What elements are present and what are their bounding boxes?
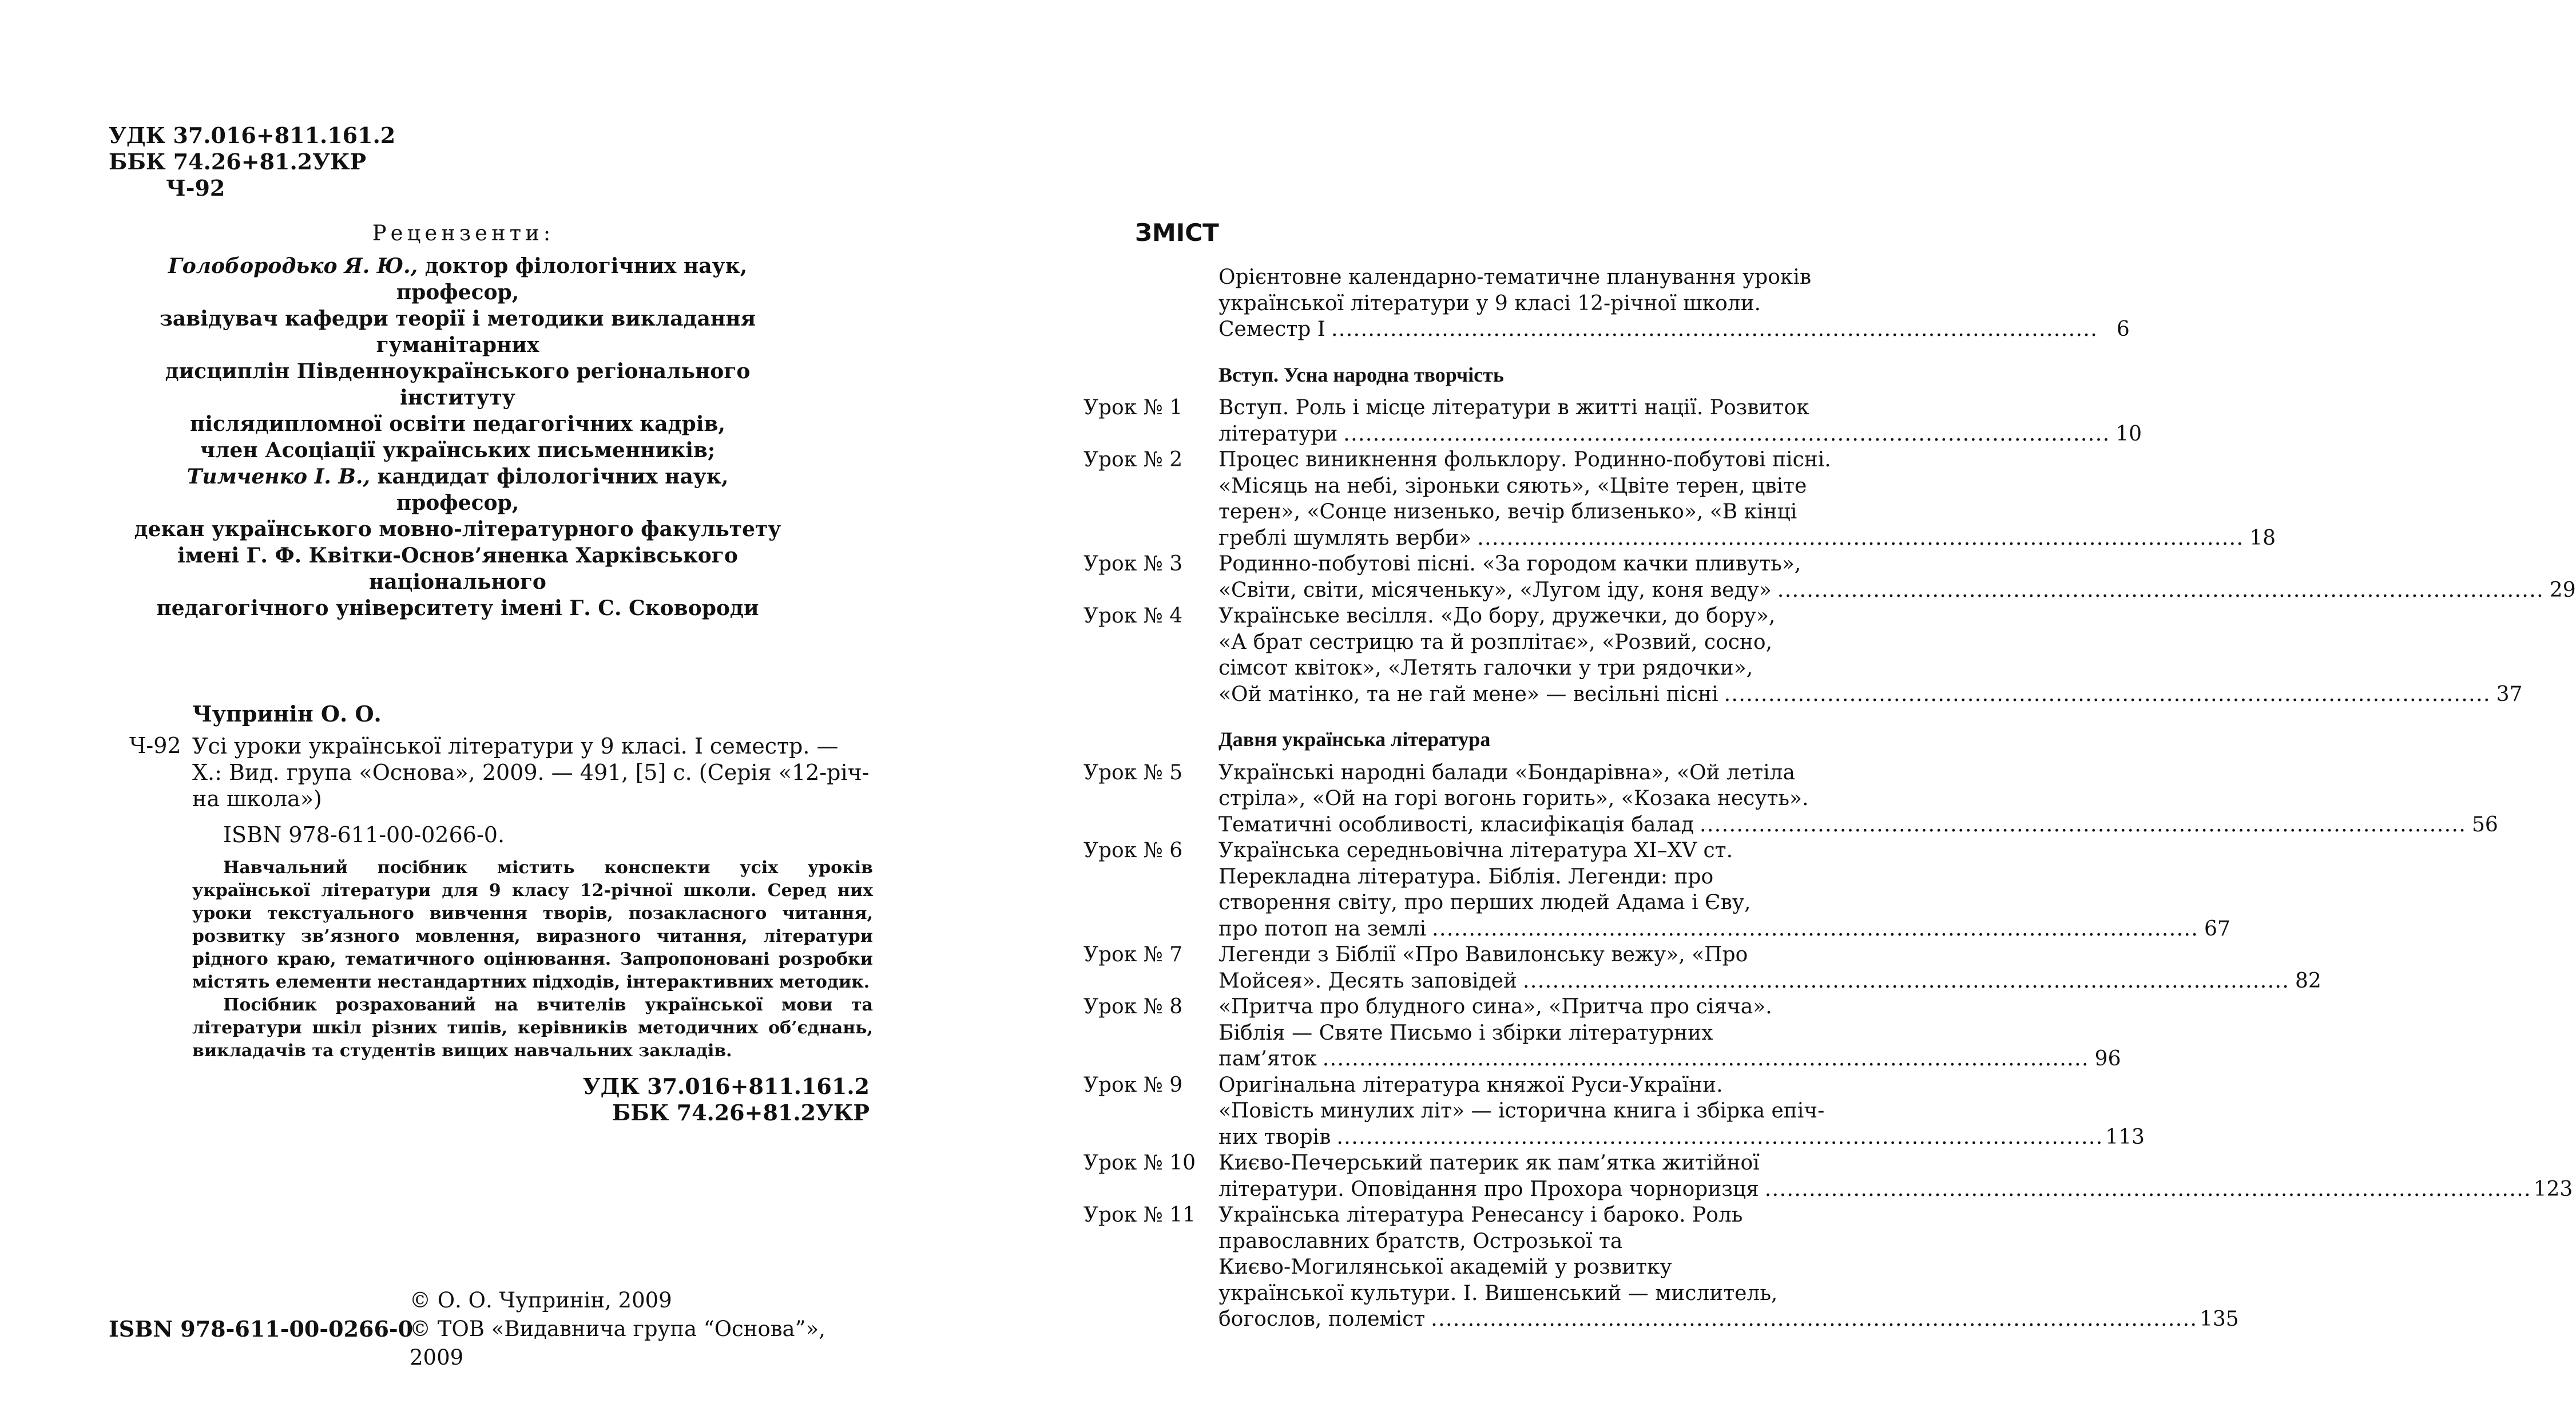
toc-line-text: Легенди з Біблії «Про Вавилонську вежу», «Про xyxy=(1218,943,1748,966)
toc-section-heading: Вступ. Усна народна творчість xyxy=(1218,363,1504,386)
toc-line-text: «Притча про блудного сина», «Притча про сіяча». xyxy=(1218,995,1772,1018)
toc-line-text: Орієнтовне календарно-тематичне планування уроків xyxy=(1218,265,1812,289)
toc-line xyxy=(1218,577,2576,604)
reviewer-1-degree: доктор філологічних наук, професор, xyxy=(396,254,748,304)
toc-entry-body xyxy=(1218,551,2576,603)
toc-line-text: Українські народні балади «Бондарівна», «Ой летіла xyxy=(1218,760,1795,784)
toc-line-text: Києво-Могилянської академій у розвитку xyxy=(1218,1255,1672,1279)
udk-code-bottom: УДК 37.016+811.161.2 xyxy=(582,1073,870,1099)
reviewer-1-line-3: дисциплін Південноукраїнського регіонального інституту xyxy=(165,359,751,410)
toc-line-text: Тематичні особливості, класифікація балад xyxy=(1218,812,1694,837)
dot-leader xyxy=(1336,1124,2099,1151)
bibliographic-codes-top xyxy=(109,122,395,201)
toc-line xyxy=(1218,1202,2239,1228)
isbn-bold: ISBN 978-611-00-0266-0 xyxy=(109,1316,414,1342)
toc-line-text: Українська середньовічна література XI–XV ст. xyxy=(1218,839,1733,862)
copyright-author: © О. О. Чупринін, 2009 xyxy=(410,1288,672,1313)
toc-lesson-label: Урок № 6 xyxy=(1083,839,1183,862)
bibliographic-description xyxy=(192,733,873,812)
toc-page-number: 67 xyxy=(2204,917,2230,941)
toc-line-text: Оригінальна література княжої Руси-України. xyxy=(1218,1073,1723,1097)
copyright-block xyxy=(109,1286,881,1370)
toc-entry[interactable] xyxy=(1083,1072,2145,1151)
toc-line xyxy=(1218,968,2321,994)
toc-entry[interactable] xyxy=(1083,1150,2573,1202)
toc-page-number: 135 xyxy=(2199,1307,2239,1331)
toc-line-text: «Ой матінко, та не гай мене» — весільні пісні xyxy=(1218,682,1718,706)
toc-page-number: 113 xyxy=(2105,1125,2145,1149)
toc-line xyxy=(1218,838,2230,864)
toc-line xyxy=(1218,316,2130,343)
toc-page-number: 18 xyxy=(2249,526,2276,550)
toc-entry-body xyxy=(1218,760,2498,838)
copyright-row-1 xyxy=(109,1286,881,1315)
toc-page-number: 82 xyxy=(2295,969,2321,993)
toc-entry-body xyxy=(1218,395,2142,447)
toc-line-text: української літератури у 9 класі 12-річної школи. xyxy=(1218,291,1761,315)
toc-line xyxy=(1218,760,2498,786)
dot-leader xyxy=(1724,681,2487,708)
right-page xyxy=(1003,0,2576,1419)
toc-line xyxy=(1218,864,2230,890)
toc-line-text: «Місяць на небі, зіроньки сяють», «Цвіте терен, цвіте xyxy=(1218,474,1807,498)
toc-entry[interactable] xyxy=(1083,1202,2239,1333)
toc-entry[interactable] xyxy=(1083,942,2321,994)
dot-leader xyxy=(1477,525,2240,552)
toc-line xyxy=(1218,1098,2145,1124)
copyright-row-2 xyxy=(109,1315,881,1370)
toc-page-number: 123 xyxy=(2533,1177,2573,1201)
toc-line xyxy=(1218,291,1761,317)
toc-lesson-label: Урок № 11 xyxy=(1083,1203,1196,1227)
toc-line-text: Процес виникнення фольклору. Родинно-побутові пісні. xyxy=(1218,448,1831,471)
toc-lesson-label: Урок № 10 xyxy=(1083,1151,1196,1175)
annotation xyxy=(192,857,873,1063)
reviewer-1-line-4: післядипломної освіти педагогічних кадрів, xyxy=(190,412,725,436)
toc-line-text: Перекладна література. Біблія. Легенди: про xyxy=(1218,865,1714,889)
dot-leader xyxy=(1331,316,2094,343)
toc-line xyxy=(1218,525,2276,552)
table-of-contents xyxy=(1083,264,2576,1333)
toc-line-text: «Світи, світи, місяченьку», «Лугом іду, коня веду» xyxy=(1218,578,1772,602)
toc-line xyxy=(1218,1020,2121,1047)
author-name: Чупринін О. О. xyxy=(192,701,382,727)
annotation-paragraph-1: Навчальний посібник містить конспекти усіх уроків української літератури для 9 класу 12-річної школи. Серед них уроки текстуального вивчення творів, позакласного читання, розвитку зв’язного мовлення, виразного читання, літератури рідного краю, тематичного оцінювання. Запропоновані розробки містять елементи нестандартних підходів, інтерактивних методик. xyxy=(192,858,873,992)
bbk-code: ББК 74.26+81.2УКР xyxy=(109,149,367,175)
bibliographic-codes-bottom xyxy=(549,1073,870,1126)
reviewer-2-line-4: педагогічного університету імені Г. С. Сковороди xyxy=(156,596,759,620)
toc-entry-body xyxy=(1218,838,2230,942)
toc-entry[interactable] xyxy=(1083,395,2142,447)
toc-entry-plan[interactable] xyxy=(1083,264,2130,343)
toc-line-text: створення світу, про перших людей Адама і Єву, xyxy=(1218,891,1751,914)
toc-entry-body xyxy=(1218,603,2522,707)
copyright-publisher: © ТОВ «Видавнича група “Основа”», 2009 xyxy=(410,1317,825,1370)
dot-leader xyxy=(1343,421,2106,447)
toc-lesson-label: Урок № 3 xyxy=(1083,552,1183,576)
reviewers-heading: Рецензенти: xyxy=(372,221,555,245)
toc-line xyxy=(1218,473,2276,500)
toc-sections xyxy=(1083,362,2576,1333)
toc-line xyxy=(1218,916,2230,942)
toc-line xyxy=(1218,1228,2239,1255)
toc-entry-body xyxy=(1218,447,2276,551)
dot-leader xyxy=(1523,968,2286,994)
toc-line xyxy=(1218,786,2498,812)
reviewer-2-line-1 xyxy=(132,463,784,516)
toc-entry[interactable] xyxy=(1083,603,2523,707)
toc-line-text: терен», «Сонце низенько, вечір близенько», «В кінці xyxy=(1218,500,1797,524)
toc-lesson-label: Урок № 4 xyxy=(1083,604,1183,628)
toc-page-number: 56 xyxy=(2471,812,2498,837)
toc-page-number: 96 xyxy=(2094,1047,2121,1071)
toc-line-text: богослов, полеміст xyxy=(1218,1307,1426,1331)
isbn-line: ISBN 978-611-00-0266-0. xyxy=(223,822,505,847)
toc-line xyxy=(1218,603,2522,629)
toc-line xyxy=(1218,629,2522,656)
reviewer-2-line-2: декан українського мовно-літературного факультету xyxy=(134,517,781,541)
toc-line-text: про потоп на землі xyxy=(1218,917,1427,941)
toc-line xyxy=(1218,1281,2239,1307)
toc-line-text: них творів xyxy=(1218,1125,1331,1149)
toc-line xyxy=(1218,551,2576,577)
toc-page-number: 6 xyxy=(2116,318,2130,341)
dot-leader xyxy=(1765,1176,2528,1203)
toc-lesson-label: Урок № 2 xyxy=(1083,448,1183,471)
toc-line xyxy=(1218,681,2522,708)
toc-line-text: «А брат сестрицю та й розплітає», «Розвий, сосно, xyxy=(1218,630,1773,654)
toc-page-number: 37 xyxy=(2496,682,2523,706)
reviewer-1-line-5: член Асоціації українських письменників; xyxy=(200,438,716,462)
toc-line-text: української культури. І. Вишенський — мислитель, xyxy=(1218,1281,1778,1305)
toc-line xyxy=(1218,421,2142,447)
toc-page-number: 10 xyxy=(2115,422,2142,446)
dot-leader xyxy=(1777,577,2541,604)
toc-line-text: Родинно-побутові пісні. «За городом качки пливуть», xyxy=(1218,552,1801,576)
toc-line xyxy=(1218,890,2230,916)
toc-line-text: православних братств, Острозької та xyxy=(1218,1229,1623,1253)
left-page xyxy=(0,0,1003,1419)
toc-entry-body xyxy=(1218,1202,2239,1333)
toc-line-text: літератури xyxy=(1218,422,1338,446)
toc-entry[interactable] xyxy=(1083,838,2230,942)
toc-entry[interactable] xyxy=(1083,447,2276,551)
toc-entry-body xyxy=(1218,1150,2573,1202)
toc-line-text: Українське весілля. «До бору, дружечки, до бору», xyxy=(1218,604,1776,628)
toc-lesson-label: Урок № 7 xyxy=(1083,943,1183,966)
toc-entry[interactable] xyxy=(1083,760,2498,838)
dot-leader xyxy=(1323,1046,2086,1072)
reviewer-2-degree: кандидат філологічних наук, професор, xyxy=(370,465,729,515)
author-mark: Ч-92 xyxy=(166,175,225,201)
toc-entry-body xyxy=(1218,942,2321,994)
toc-lesson-label: Урок № 5 xyxy=(1083,760,1183,784)
toc-line xyxy=(1218,655,2522,681)
biblio-line-2: Х.: Вид. група «Основа», 2009. — 491, [5] с. (Серія «12-річ- xyxy=(192,760,870,785)
biblio-line-1: Усі уроки української літератури у 9 класі. I семестр. — xyxy=(192,734,839,759)
bbk-code-bottom: ББК 74.26+81.2УКР xyxy=(612,1100,870,1125)
reviewer-1-line-1 xyxy=(132,253,784,306)
toc-entry[interactable] xyxy=(1083,994,2121,1072)
toc-line xyxy=(1218,1072,2145,1099)
toc-line-text: Українська література Ренесансу і бароко. Роль xyxy=(1218,1203,1743,1227)
toc-line xyxy=(1218,395,2142,421)
author-mark-side: Ч-92 xyxy=(129,733,181,758)
annotation-paragraph-2: Посібник розрахований на вчителів української мови та літератури шкіл різних типів, керівників методичних об’єднань, викладачів та студентів вищих навчальних закладів. xyxy=(192,995,873,1061)
udk-code: УДК 37.016+811.161.2 xyxy=(109,122,396,148)
toc-lesson-label: Урок № 9 xyxy=(1083,1073,1183,1097)
toc-line-text: сімсот квіток», «Летять галочки у три рядочки», xyxy=(1218,656,1753,680)
dot-leader xyxy=(1432,916,2195,942)
reviewers-block xyxy=(132,253,784,621)
toc-line-text: «Повість минулих літ» — історична книга і збірка епіч- xyxy=(1218,1099,1825,1123)
toc-line-text: Біблія — Святе Письмо і збірки літературних xyxy=(1218,1021,1713,1045)
toc-page-number: 29 xyxy=(2549,578,2576,602)
reviewer-2-name: Тимченко І. В., xyxy=(186,465,370,489)
toc-line xyxy=(1218,1150,2573,1176)
contents-title: ЗМІСТ xyxy=(1135,219,1219,247)
toc-line xyxy=(1218,264,1812,291)
toc-line-text: Семестр І xyxy=(1218,318,1325,341)
toc-line xyxy=(1218,1124,2145,1151)
toc-lesson-label: Урок № 8 xyxy=(1083,995,1183,1018)
toc-line-text: літератури. Оповідання про Прохора чорноризця xyxy=(1218,1177,1759,1201)
dot-leader xyxy=(1431,1306,2194,1333)
toc-line-text: Вступ. Роль і місце літератури в житті нації. Розвиток xyxy=(1218,396,1809,419)
toc-line xyxy=(1218,942,2321,968)
reviewer-1-line-2: завідувач кафедри теорії і методики викладання гуманітарних xyxy=(159,307,756,357)
toc-lesson-label: Урок № 1 xyxy=(1083,396,1183,419)
toc-line-text: греблі шумлять верби» xyxy=(1218,526,1472,550)
reviewer-1-name: Голобородько Я. Ю., xyxy=(168,254,418,278)
toc-entry-body xyxy=(1218,1072,2145,1151)
toc-line xyxy=(1218,1176,2573,1203)
toc-line xyxy=(1218,1254,2239,1281)
toc-line xyxy=(1218,994,2121,1020)
toc-section-heading: Давня українська література xyxy=(1218,728,1491,751)
reviewer-2-line-3: імені Г. Ф. Квітки-Основ’яненка Харківського національного xyxy=(177,544,738,594)
toc-line xyxy=(1218,499,2276,525)
toc-line xyxy=(1218,447,2276,473)
toc-line-text: стріла», «Ой на горі вогонь горить», «Козака несуть». xyxy=(1218,787,1809,810)
toc-line xyxy=(1218,812,2498,838)
toc-line-text: Києво-Печерський патерик як пам’ятка житійної xyxy=(1218,1151,1760,1175)
toc-line-text: пам’яток xyxy=(1218,1047,1317,1071)
toc-line xyxy=(1218,1306,2239,1333)
toc-entry[interactable] xyxy=(1083,551,2576,603)
dot-leader xyxy=(1700,812,2463,838)
toc-line-text: Мойсея». Десять заповідей xyxy=(1218,969,1518,993)
biblio-line-3: на школа») xyxy=(192,786,322,811)
toc-entry-body xyxy=(1218,994,2121,1072)
toc-line xyxy=(1218,1046,2121,1072)
